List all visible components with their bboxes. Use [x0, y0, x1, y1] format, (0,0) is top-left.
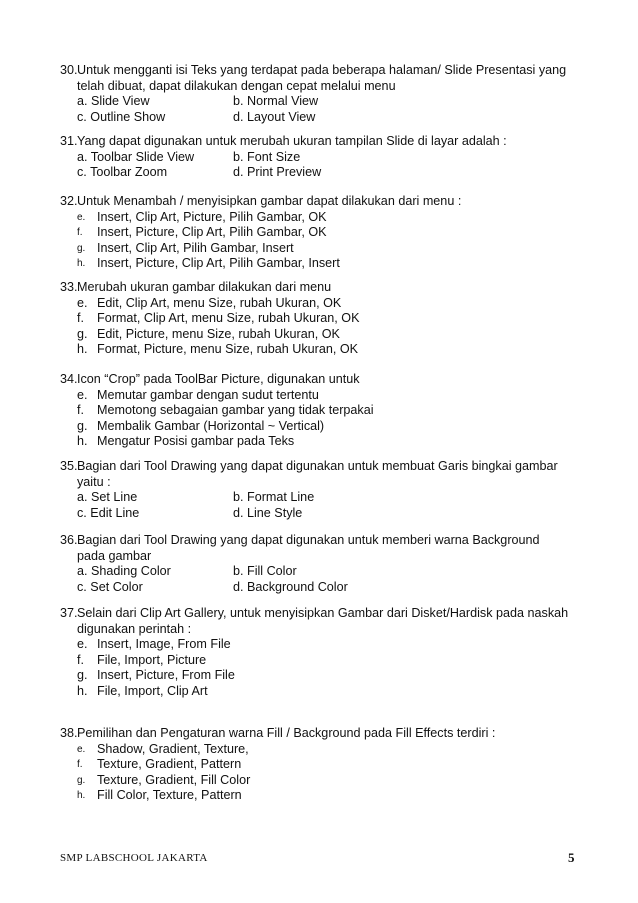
option-row — [60, 564, 590, 580]
list-item: f. Memotong sebagaian gambar yang tidak terpakai — [77, 403, 374, 417]
option: a. Slide View — [77, 94, 150, 108]
question-text: Yang dapat digunakan untuk merubah ukuran tampilan Slide di layar adalah : — [77, 134, 507, 148]
list-item: g. Edit, Picture, menu Size, rubah Ukuran, OK — [77, 326, 340, 341]
list-item: g. Membalik Gambar (Horizontal ~ Vertical) — [77, 418, 325, 433]
option: a. Shading Color — [77, 564, 171, 578]
question-text: Selain dari Clip Art Gallery, untuk menyisipkan Gambar dari Disket/Hardisk pada naskah — [77, 606, 569, 620]
footer-school-name: SMP LABSCHOOL JAKARTA — [60, 852, 208, 864]
list-item: f. Texture, Gradient, Pattern — [77, 757, 242, 771]
list-item: g. Texture, Gradient, Fill Color — [77, 772, 251, 787]
list-item: h. Format, Picture, menu Size, rubah Ukuran, OK — [77, 342, 359, 356]
question-number: 38. — [60, 726, 78, 740]
question-number: 37. — [60, 606, 78, 620]
option-row — [60, 110, 590, 126]
option: d. Background Color — [233, 579, 348, 594]
option-list — [60, 742, 590, 804]
question-37 — [60, 606, 590, 699]
list-item: e. Edit, Clip Art, menu Size, rubah Ukuran, OK — [77, 295, 342, 310]
question-number: 33. — [60, 280, 78, 294]
list-item: e. Memutar gambar dengan sudut tertentu — [77, 387, 319, 402]
question-text-continued: digunakan perintah : — [77, 621, 192, 636]
option-row — [60, 506, 590, 522]
option: d. Line Style — [233, 505, 303, 520]
option-list — [60, 388, 590, 450]
option: b. Format Line — [233, 490, 315, 504]
option: b. Normal View — [233, 94, 319, 108]
question-33 — [60, 280, 590, 358]
option-list — [60, 637, 590, 699]
list-item: g. Insert, Clip Art, Pilih Gambar, Insert — [77, 240, 294, 255]
question-text: Untuk Menambah / menyisipkan gambar dapat dilakukan dari menu : — [77, 194, 462, 208]
list-item: g. Insert, Picture, From File — [77, 668, 235, 682]
option-row — [60, 490, 590, 506]
list-item: f. Format, Clip Art, menu Size, rubah Ukuran, OK — [77, 311, 360, 325]
question-36 — [60, 533, 590, 595]
option-row — [60, 165, 590, 181]
option-list — [60, 210, 590, 272]
list-item: h. File, Import, Clip Art — [77, 683, 208, 698]
question-31 — [60, 134, 590, 181]
question-number: 32. — [60, 194, 78, 208]
option: c. Edit Line — [77, 505, 140, 520]
question-number: 35. — [60, 459, 78, 473]
list-item: h. Mengatur Posisi gambar pada Teks — [77, 434, 295, 448]
option: c. Outline Show — [77, 109, 166, 124]
question-number: 31. — [60, 134, 78, 148]
list-item: f. File, Import, Picture — [77, 652, 207, 667]
option: c. Set Color — [77, 579, 143, 594]
question-text: Bagian dari Tool Drawing yang dapat digunakan untuk membuat Garis bingkai gambar — [77, 459, 558, 473]
question-35 — [60, 459, 590, 521]
list-item: e. Insert, Image, From File — [77, 637, 231, 651]
option-list — [60, 296, 590, 358]
list-item: e. Shadow, Gradient, Texture, — [77, 741, 249, 756]
list-item: f. Insert, Picture, Clip Art, Pilih Gambar, OK — [77, 225, 327, 239]
question-number: 34. — [60, 372, 78, 386]
option: a. Set Line — [77, 490, 138, 504]
question-text-continued: pada gambar — [77, 548, 152, 563]
question-text-continued: telah dibuat, dapat dilakukan dengan cepat melalui menu — [77, 78, 396, 93]
page-number: 5 — [568, 850, 575, 865]
option-row — [60, 150, 590, 166]
question-34 — [60, 372, 590, 450]
question-number: 36. — [60, 533, 78, 547]
option: d. Layout View — [233, 109, 316, 124]
question-32 — [60, 194, 590, 272]
option-row — [60, 94, 590, 110]
option-row — [60, 580, 590, 596]
question-number: 30. — [60, 63, 78, 77]
list-item: e. Insert, Clip Art, Picture, Pilih Gambar, OK — [77, 209, 327, 224]
question-text: Icon “Crop” pada ToolBar Picture, digunakan untuk — [77, 372, 360, 386]
option: b. Font Size — [233, 149, 301, 164]
question-text-continued: yaitu : — [77, 474, 111, 489]
option: d. Print Preview — [233, 165, 322, 179]
question-text: Pemilihan dan Pengaturan warna Fill / Background pada Fill Effects terdiri : — [77, 726, 496, 740]
question-text: Untuk mengganti isi Teks yang terdapat pada beberapa halaman/ Slide Presentasi yang — [77, 63, 567, 77]
question-38 — [60, 726, 590, 804]
option: c. Toolbar Zoom — [77, 165, 168, 179]
question-text: Bagian dari Tool Drawing yang dapat digunakan untuk memberi warna Background — [77, 533, 540, 547]
list-item: h. Insert, Picture, Clip Art, Pilih Gambar, Insert — [77, 256, 340, 270]
question-30 — [60, 63, 590, 125]
question-text: Merubah ukuran gambar dilakukan dari menu — [77, 280, 332, 294]
list-item: h. Fill Color, Texture, Pattern — [77, 788, 242, 802]
option: b. Fill Color — [233, 564, 297, 578]
option: a. Toolbar Slide View — [77, 149, 195, 164]
